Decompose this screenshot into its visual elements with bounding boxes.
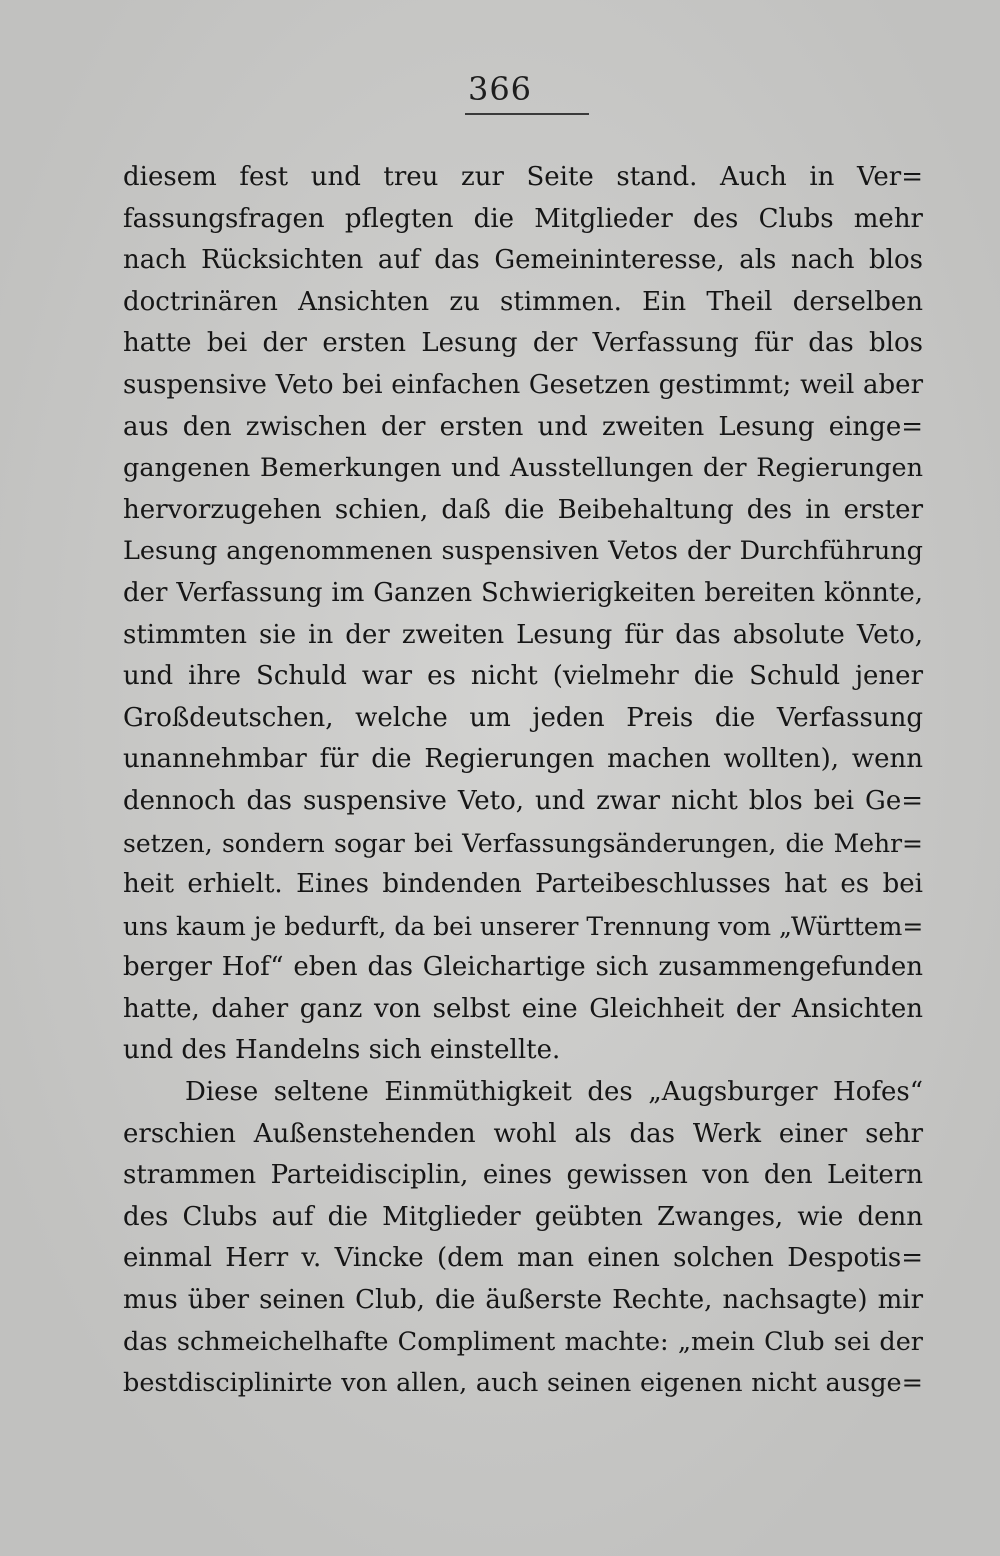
text-line: berger Hof“ eben das Gleichartige sich zusammengefunden bbox=[123, 952, 923, 983]
text-line: heit erhielt. Eines bindenden Parteibeschlusses hat es bei bbox=[123, 869, 923, 900]
text-line: hatte bei der ersten Lesung der Verfassung für das blos bbox=[123, 328, 923, 359]
text-line: strammen Parteidisciplin, eines gewissen von den Leitern bbox=[123, 1160, 923, 1191]
text-line: Lesung angenommenen suspensiven Vetos der Durchführung bbox=[123, 536, 923, 567]
text-line: nach Rücksichten auf das Gemeininteresse, als nach blos bbox=[123, 245, 923, 276]
page-number: 366 bbox=[467, 70, 533, 108]
text-line: doctrinären Ansichten zu stimmen. Ein Theil derselben bbox=[123, 286, 923, 317]
text-line: hatte, daher ganz von selbst eine Gleichheit der Ansichten bbox=[123, 993, 923, 1024]
paragraph-end-line: und des Handelns sich einstellte. bbox=[123, 1035, 561, 1066]
text-line: das schmeichelhafte Compliment machte: „mein Club sei der bbox=[123, 1326, 923, 1357]
text-line: fassungsfragen pflegten die Mitglieder des Clubs mehr bbox=[123, 203, 923, 234]
text-line: gangenen Bemerkungen und Ausstellungen der Regierungen bbox=[123, 453, 923, 484]
header-rule bbox=[465, 113, 589, 115]
text-line: einmal Herr v. Vincke (dem man einen solchen Despotis= bbox=[123, 1243, 923, 1274]
text-line: aus den zwischen der ersten und zweiten Lesung einge= bbox=[123, 411, 923, 442]
text-line: und ihre Schuld war es nicht (vielmehr die Schuld jener bbox=[123, 661, 923, 692]
text-line: hervorzugehen schien, daß die Beibehaltung des in erster bbox=[123, 494, 923, 525]
text-line: erschien Außenstehenden wohl als das Werk einer sehr bbox=[123, 1118, 923, 1149]
paragraph-start-line: Diese seltene Einmüthigkeit des „Augsburger Hofes“ bbox=[185, 1077, 923, 1108]
text-line: mus über seinen Club, die äußerste Rechte, nachsagte) mir bbox=[123, 1285, 923, 1316]
text-line: setzen, sondern sogar bei Verfassungsänderungen, die Mehr= bbox=[123, 828, 923, 858]
text-line: Großdeutschen, welche um jeden Preis die Verfassung bbox=[123, 702, 923, 733]
text-line: dennoch das suspensive Veto, und zwar nicht blos bei Ge= bbox=[123, 785, 923, 816]
text-line: des Clubs auf die Mitglieder geübten Zwanges, wie denn bbox=[123, 1201, 923, 1232]
text-line: diesem fest und treu zur Seite stand. Auch in Ver= bbox=[123, 162, 923, 192]
text-line: stimmten sie in der zweiten Lesung für das absolute Veto, bbox=[123, 619, 923, 650]
text-line: der Verfassung im Ganzen Schwierigkeiten bereiten könnte, bbox=[123, 577, 923, 608]
text-line: suspensive Veto bei einfachen Gesetzen gestimmt; weil aber bbox=[123, 369, 923, 400]
text-line: bestdisciplinirte von allen, auch seinen eigenen nicht ausge= bbox=[123, 1368, 923, 1399]
text-line: unannehmbar für die Regierungen machen wollten), wenn bbox=[123, 744, 923, 775]
text-line: uns kaum je bedurft, da bei unserer Trennung vom „Württem= bbox=[123, 911, 924, 941]
body-text bbox=[123, 157, 923, 1405]
